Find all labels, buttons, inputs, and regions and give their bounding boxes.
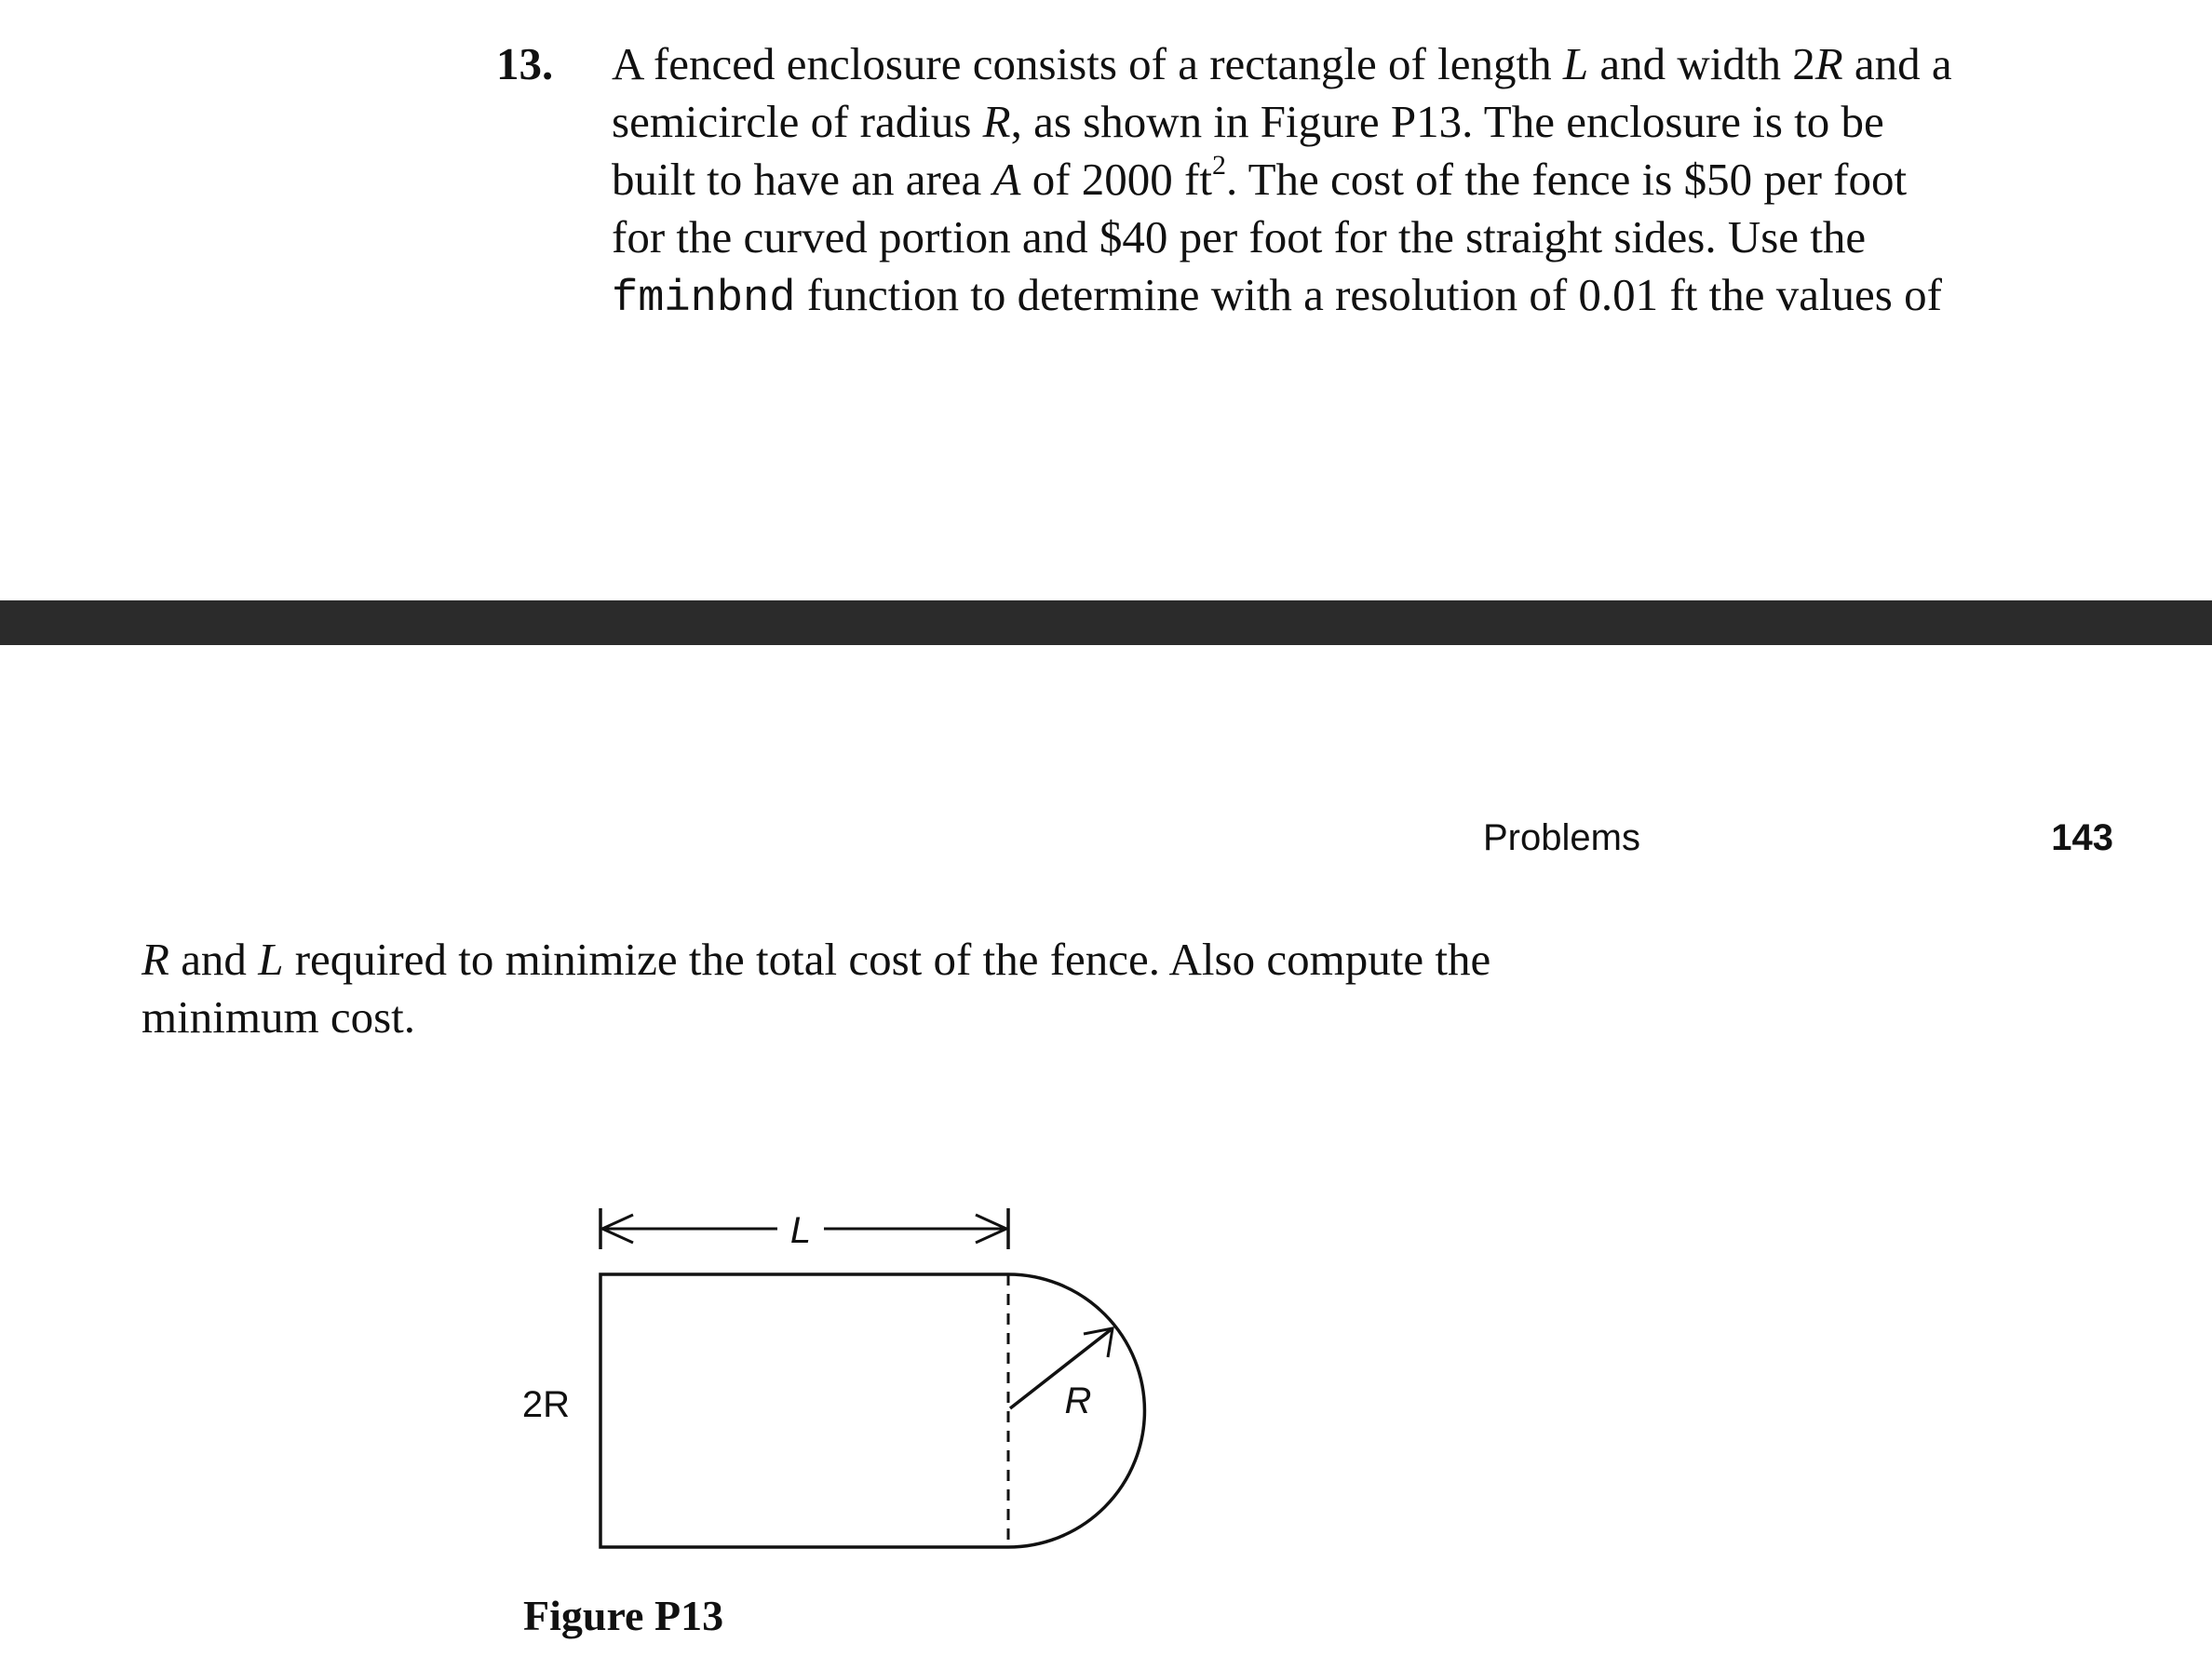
var-R: R	[142, 934, 169, 985]
problem-line-2	[612, 93, 2138, 151]
text-span: of 2000 ft	[1020, 154, 1212, 205]
text-span: and a	[1842, 38, 1952, 89]
text-span: and width 2	[1588, 38, 1815, 89]
text-span: A fenced enclosure consists of a rectangle of length	[612, 38, 1563, 89]
superscript: 2	[1211, 150, 1226, 181]
continuation-line-2: minimum cost.	[142, 991, 415, 1043]
text-span: . The cost of the fence is $50 per foot	[1225, 154, 1908, 205]
text-span: built to have an area	[612, 154, 993, 205]
problem-statement	[612, 35, 2138, 324]
problem-line-1	[612, 35, 2138, 93]
label-2R: 2R	[521, 1384, 570, 1425]
code-fminbnd: fminbnd	[612, 275, 796, 324]
problem-line-5	[612, 266, 2138, 324]
continuation-text	[142, 931, 1724, 1046]
problem-line-4: for the curved portion and $40 per foot for the straight sides. Use the	[612, 211, 1867, 263]
page-divider	[0, 600, 2212, 645]
text-span: required to minimize the total cost of the fence. Also compute the	[283, 934, 1491, 985]
figure-caption: Figure P13	[523, 1592, 724, 1639]
text-span: function to determine with a resolution of 0.01 ft the values of	[795, 269, 1942, 320]
var-L: L	[1562, 38, 1589, 89]
problem-number: 13.	[496, 38, 554, 89]
radius-line	[1010, 1328, 1113, 1408]
var-R: R	[982, 96, 1011, 147]
text-span: and	[169, 934, 259, 985]
page-number: 143	[2051, 817, 2113, 858]
continuation-line-1	[142, 931, 1724, 989]
running-head-title: Problems	[1483, 817, 1640, 858]
var-L: L	[258, 934, 284, 985]
problem-line-3	[612, 151, 2138, 209]
label-L: L	[789, 1210, 812, 1251]
var-A: A	[992, 154, 1021, 205]
figure-p13	[503, 1192, 1173, 1564]
text-span: , as shown in Figure P13. The enclosure is to be	[1010, 96, 1884, 147]
label-R: R	[1064, 1380, 1092, 1421]
var-R: R	[1814, 38, 1843, 89]
text-span: semicircle of radius	[612, 96, 983, 147]
fence-rectangle	[600, 1274, 1008, 1547]
